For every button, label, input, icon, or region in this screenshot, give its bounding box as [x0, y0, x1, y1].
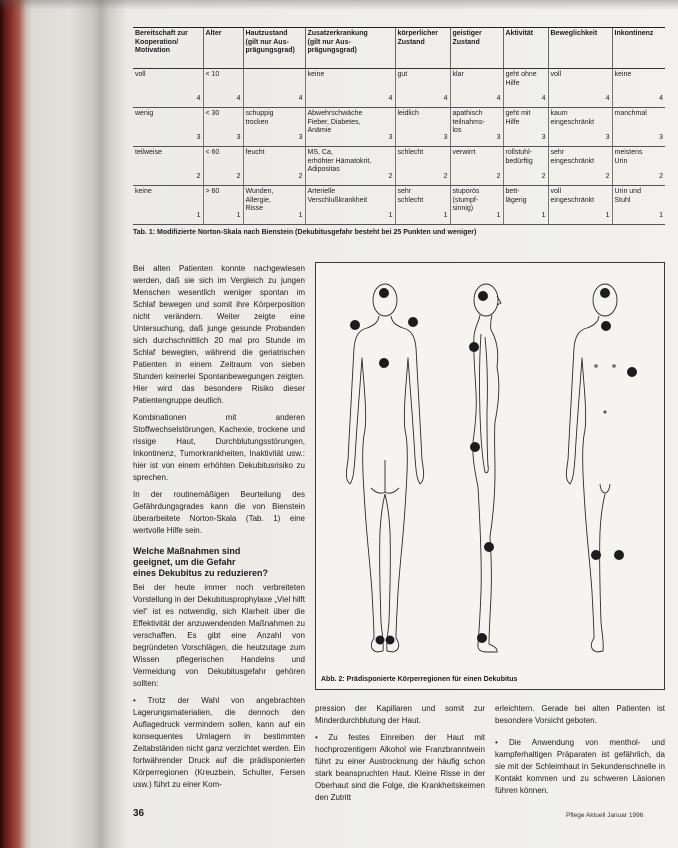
table-cell	[395, 108, 450, 147]
table-cell	[243, 186, 305, 225]
cell-label: kaum eingeschränkt	[550, 110, 595, 126]
pressure-point-spot	[614, 550, 624, 560]
cell-label: schuppig trocken	[245, 110, 274, 126]
cell-label: > 60	[205, 188, 220, 195]
pressure-point-spot	[470, 442, 480, 452]
table-cell	[450, 69, 503, 108]
cell-label: meistens Urin	[614, 149, 643, 165]
cell-label: voll	[135, 71, 146, 78]
cell-label: sehr schlecht	[397, 188, 424, 204]
bullet-alcohol: • Zu festes Einreiben der Haut mit hochprozentigem Alkohol wie Franzbranntwein führt zu einer Austrocknung der häufig schon stark beanspruchten Haut. Kleine Risse in der Oberhaut sind die Folge, die Krankheitskeimen den Zutritt	[315, 733, 485, 802]
cell-label: MS, Ca, erhöhter Hämatokrit, Adipositas	[307, 149, 372, 173]
body-outline-front	[566, 284, 665, 652]
cell-score: 4	[496, 94, 501, 102]
cell-score: 4	[388, 94, 393, 102]
paragraph-norton-scale: In der routinemäßigen Beurteilung des Gefährdungsgrades kann die von Bienstein überarbeitete Norton-Skala (Tab. 1) eine wertvolle Hilfe sein.	[133, 490, 305, 535]
figure-pressure-regions	[315, 262, 665, 690]
cell-label: voll	[550, 71, 562, 78]
cell-score: 4	[196, 94, 201, 102]
table-cell	[243, 108, 305, 147]
paragraph-risk-combinations: Kombinationen mit anderen Stoffwechselstörungen, Kachexie, trockene und rissige Haut, Durchblutungsstörungen, Inkontinenz, Tumorkrankheiten, Inaktivität usw.: hier ist von einem erhöhten Dekubitusrisiko zu sprechen.	[133, 413, 305, 482]
body-outline-back	[346, 284, 423, 652]
cell-label: teilweise	[135, 149, 162, 156]
cell-score: 4	[236, 94, 241, 102]
page-number: 36	[133, 808, 145, 819]
table-cell	[548, 108, 612, 147]
cell-score: 2	[605, 172, 610, 180]
bullet-menthol: • Die Anwendung von menthol- und kampferhaltigen Präparaten ist gefährlich, da sie mit der Schleimhaut in Sekundenschnelle in Kontakt kommen und zu schweren Läsionen führen können.	[495, 738, 665, 795]
cell-score: 3	[388, 133, 393, 141]
pressure-point-spot	[478, 291, 488, 301]
cell-score: 3	[659, 133, 663, 141]
cell-score: 4	[605, 94, 610, 102]
table-cell	[503, 186, 548, 225]
table-cell	[395, 186, 450, 225]
table-cell	[203, 147, 243, 186]
section-heading: Welche Maßnahmen sind geeignet, um die Gefahr eines Dekubitus zu reduzieren?	[133, 546, 269, 578]
cell-label: leidlich	[397, 110, 419, 117]
cell-label: keine	[307, 71, 325, 78]
cell-score: 3	[541, 133, 546, 141]
cell-label: feucht	[245, 149, 265, 156]
table-cell	[450, 108, 503, 147]
table-row	[133, 108, 665, 147]
page-top-shadow	[0, 0, 678, 10]
pressure-point-spot	[591, 550, 601, 560]
table-cell	[612, 147, 665, 186]
cell-score: 4	[541, 94, 546, 102]
cell-label: < 10	[205, 71, 220, 78]
left-text-column	[133, 263, 305, 808]
table-cell	[395, 69, 450, 108]
table-cell	[503, 108, 548, 147]
pressure-point-spot	[627, 367, 637, 377]
table-cell	[203, 69, 243, 108]
cell-label: voll eingeschränkt	[550, 188, 595, 204]
norton-table-header-row	[133, 28, 665, 69]
pressure-point-spot	[477, 633, 487, 643]
cell-score: 4	[443, 94, 448, 102]
table-header-2: Alter	[203, 28, 243, 69]
pressure-point-spot	[350, 320, 360, 330]
cell-score: 3	[196, 133, 201, 141]
pressure-point-spot	[600, 288, 610, 298]
norton-scale-table	[133, 27, 665, 225]
cell-score: 1	[659, 211, 663, 219]
table-cell	[133, 186, 203, 225]
table-cell	[243, 69, 305, 108]
table-cell	[612, 108, 665, 147]
cell-label: stuporös (stumpf- sinnig)	[452, 188, 480, 212]
pressure-point-spot	[601, 321, 611, 331]
cell-label: Abwehrschwäche Fieber, Diabetes, Anämie	[307, 110, 363, 134]
cell-score: 2	[298, 172, 303, 180]
cell-label: gut	[397, 71, 408, 78]
paragraph-measures: Bei der heute immer noch verbreiteten Vorstellung in der Dekubitusprophylaxe „Viel hilft viel“ ist es notwendig, sich Klarheit über die Effektivität der anzuwendenden Maßnahmen zu verschaffen. Es gibt eine Anzahl von begründeten Vorschlägen, die heutzutage zum Wissen pflegerischen Handelns und Vermeidung von Dekubitusgefahr gehören sollten:	[133, 583, 305, 688]
table-cell	[503, 69, 548, 108]
table-cell	[203, 108, 243, 147]
cell-score: 2	[388, 172, 393, 180]
cell-label: wenig	[135, 110, 154, 117]
cell-label: rollstuhl- bedürftig	[505, 149, 533, 165]
cell-score: 1	[605, 211, 610, 219]
paragraph-caution: erleichtern. Gerade bei alten Patienten ist besondere Vorsicht geboten.	[495, 704, 665, 725]
norton-table-body	[133, 69, 665, 225]
table-caption: Tab. 1: Modifizierte Norton-Skala nach Bienstein (Dekubitusgefahr besteht bei 25 Punkten und weniger)	[133, 229, 477, 236]
table-cell	[305, 147, 395, 186]
paragraph-compression: pression der Kapillaren und somit zur Minderdurchblutung der Haut.	[315, 704, 485, 725]
table-cell	[395, 147, 450, 186]
right-text-column	[495, 703, 665, 811]
cell-label: keine	[614, 71, 632, 78]
cell-label: verwirrt	[452, 149, 476, 156]
table-cell	[503, 147, 548, 186]
cell-score: 2	[196, 172, 201, 180]
pressure-point-spot	[469, 342, 479, 352]
table-cell	[450, 147, 503, 186]
cell-label: bett- lägerig	[505, 188, 527, 204]
cell-score: 1	[541, 211, 546, 219]
table-row	[133, 69, 665, 108]
cell-label: sehr eingeschränkt	[550, 149, 595, 165]
table-header-1: Bereitschaft zur Kooperation/ Motivation	[133, 28, 203, 69]
cell-score: 1	[298, 211, 303, 219]
cell-label: Arterielle Verschlußkrankheit	[307, 188, 368, 204]
cell-label: < 30	[205, 110, 220, 117]
cell-label: klar	[452, 71, 464, 78]
table-cell	[133, 147, 203, 186]
cell-score: 1	[388, 211, 393, 219]
table-cell	[243, 147, 305, 186]
table-header-3: Hautzustand (gilt nur Aus- prägungsgrad)	[243, 28, 305, 69]
cell-label: < 60	[205, 149, 220, 156]
cell-score: 3	[496, 133, 501, 141]
table-cell	[548, 147, 612, 186]
cell-score: 1	[443, 211, 448, 219]
bullet-repositioning: • Trotz der Wahl von angebrachten Lagerungsmaterialien, die dennoch den Auflagedruck vermindern sollen, kann auf ein konsequentes Umlagern in bestimmten Zeitabständen nicht ganz verzichtet werden. Ein fortwährender Druck auf die prädisponierten Körperregionen (Kreuzbein, Schulter, Fersen usw.) führt zu einer Kom-	[133, 696, 305, 789]
table-header-9: Inkontinenz	[612, 28, 665, 69]
cell-score: 2	[236, 172, 241, 180]
table-header-5: körperlicher Zustand	[395, 28, 450, 69]
table-header-6: geistiger Zustand	[450, 28, 503, 69]
cell-score: 1	[196, 211, 201, 219]
table-cell	[612, 186, 665, 225]
middle-text-column	[315, 703, 485, 811]
table-cell	[305, 186, 395, 225]
cell-score: 3	[236, 133, 241, 141]
cell-label: manchmal	[614, 110, 647, 117]
cell-label: schlecht	[397, 149, 424, 156]
table-cell	[133, 108, 203, 147]
body-outline-side	[473, 284, 501, 652]
table-cell	[548, 186, 612, 225]
figure-caption: Abb. 2: Prädisponierte Körperregionen für einen Dekubitus	[321, 676, 518, 683]
pressure-point-spot	[376, 636, 385, 645]
cell-label: Urin und Stuhl	[614, 188, 641, 204]
pressure-point-spot	[379, 288, 389, 298]
body-diagram	[315, 262, 665, 674]
cell-label: geht mit Hilfe	[505, 110, 531, 126]
cell-score: 4	[659, 94, 663, 102]
cell-score: 2	[443, 172, 448, 180]
table-row	[133, 186, 665, 225]
cell-label: Wunden, Allergie, Risse	[245, 188, 274, 212]
cell-score: 2	[541, 172, 546, 180]
cell-score: 3	[605, 133, 610, 141]
cell-score: 2	[659, 172, 663, 180]
table-cell	[612, 69, 665, 108]
journal-footer: Pflege Aktuell Januar 1996	[566, 812, 644, 819]
paragraph-old-patients: Bei alten Patienten konnte nachgewiesen werden, daß sie sich im Vergleich zu jungen Menschen wesentlich weniger spontan im Schlaf bewegen und somit ihre Körperposition nicht verändern. Weiter zeigte eine Untersuchung, daß junge gesunde Probanden sich durchschnittlich 20 mal pro Stunde im Schlaf bewegten, während die geriatrischen Patienten in einem Zeitraum von sieben Stunden keinerlei Spontanbewegungen zeigten. Hier wird das besondere Risiko dieser Patientengruppe deutlich.	[133, 264, 305, 405]
norton-table-head	[133, 28, 665, 69]
table-cell	[203, 186, 243, 225]
pressure-point-spot	[484, 542, 494, 552]
cell-score: 3	[298, 133, 303, 141]
pressure-point-spot	[386, 636, 395, 645]
table-cell	[305, 108, 395, 147]
table-row	[133, 147, 665, 186]
table-header-7: Aktivität	[503, 28, 548, 69]
table-header-8: Beweglichkeit	[548, 28, 612, 69]
pressure-point-spot	[379, 358, 389, 368]
cell-score: 3	[443, 133, 448, 141]
table-cell	[133, 69, 203, 108]
cell-label: geht ohne Hilfe	[505, 71, 537, 87]
table-header-4: Zusatzerkrankung (gilt nur Aus- prägungsgrad)	[305, 28, 395, 69]
cell-score: 4	[298, 94, 303, 102]
table-cell	[305, 69, 395, 108]
cell-label: apathisch teilnahms- los	[452, 110, 485, 134]
pressure-point-spot	[408, 317, 418, 327]
cell-label: keine	[135, 188, 152, 195]
table-cell	[450, 186, 503, 225]
cell-score: 2	[496, 172, 501, 180]
cell-score: 1	[236, 211, 241, 219]
table-cell	[548, 69, 612, 108]
cell-score: 1	[496, 211, 501, 219]
